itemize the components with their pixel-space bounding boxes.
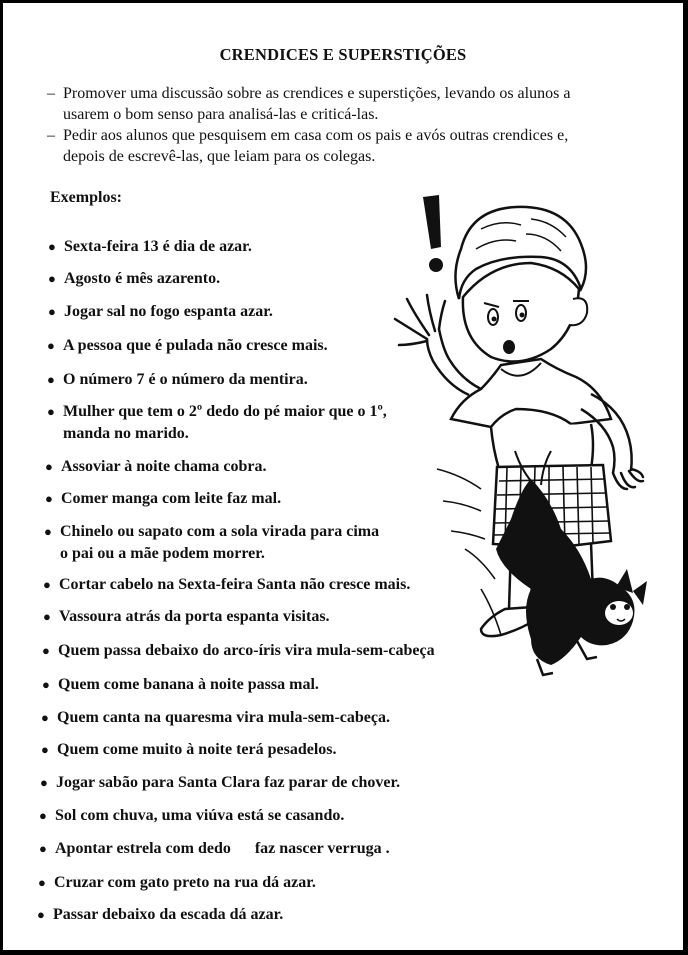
example-text: Cortar cabelo na Sexta-feira Santa não cresce mais. [59, 576, 411, 593]
example-text: Mulher que tem o 2º dedo do pé maior que o 1º, [63, 403, 387, 420]
bullet-icon: ● [48, 239, 56, 254]
example-item [47, 335, 328, 357]
example-text: Comer manga com leite faz mal. [61, 490, 282, 507]
example-item [43, 606, 330, 628]
example-item [48, 301, 273, 323]
bullet-icon: ● [44, 524, 52, 539]
dash-marker: – [47, 85, 55, 102]
example-item [45, 456, 267, 478]
example-text: Vassoura atrás da porta espanta visitas. [59, 608, 330, 625]
example-text: Quem passa debaixo do arco-íris vira mula-sem-cabeça [58, 642, 435, 659]
intro-line: Promover uma discussão sobre as crendices e superstições, levando os alunos a [63, 85, 571, 102]
example-text: Quem come muito à noite terá pesadelos. [57, 741, 337, 758]
page-title: CRENDICES E SUPERSTIÇÕES [219, 45, 467, 64]
bullet-icon: ● [39, 808, 47, 823]
example-text: O número 7 é o número da mentira. [63, 371, 308, 388]
example-text: Assoviar à noite chama cobra. [61, 458, 267, 475]
example-item [44, 521, 380, 565]
worksheet-page [3, 3, 683, 950]
example-item [41, 739, 337, 761]
dash-marker: – [47, 127, 55, 144]
example-item [39, 805, 345, 827]
bullet-icon: ● [40, 775, 48, 790]
example-item [48, 268, 221, 290]
example-item [40, 772, 401, 794]
example-text: Jogar sabão para Santa Clara faz parar de chover. [56, 774, 401, 791]
example-text: Agosto é mês azarento. [64, 270, 221, 287]
bullet-icon: ● [45, 459, 53, 474]
bullet-icon: ● [48, 271, 56, 286]
example-item [39, 838, 390, 860]
bullet-icon: ● [37, 907, 45, 922]
example-text: Sexta-feira 13 é dia de azar. [64, 238, 252, 255]
bullet-icon: ● [42, 677, 50, 692]
example-item [47, 369, 308, 391]
example-text: manda no marido. [63, 425, 189, 442]
bullet-icon: ● [47, 404, 55, 419]
bullet-icon: ● [45, 491, 53, 506]
example-text: Passar debaixo da escada dá azar. [53, 906, 284, 923]
intro-line: Pedir aos alunos que pesquisem em casa com os pais e avós outras crendices e, [63, 127, 569, 144]
example-item [41, 707, 390, 729]
example-item [48, 236, 252, 258]
example-item [42, 674, 319, 696]
example-text: Cruzar com gato preto na rua dá azar. [54, 874, 316, 891]
example-item [45, 488, 282, 510]
example-item [38, 872, 316, 894]
examples-label: Exemplos: [50, 189, 122, 206]
example-text: Quem come banana à noite passa mal. [58, 676, 319, 693]
example-text: o pai ou a mãe podem morrer. [60, 545, 265, 562]
example-text: Chinelo ou sapato com a sola virada para cima [60, 523, 380, 540]
bullet-icon: ● [43, 577, 51, 592]
example-text: Jogar sal no fogo espanta azar. [64, 303, 273, 320]
bullet-icon: ● [41, 742, 49, 757]
example-text: Sol com chuva, uma viúva está se casando. [55, 807, 345, 824]
bullet-icon: ● [47, 372, 55, 387]
example-text: Apontar estrela com dedo faz nascer verruga . [55, 840, 390, 857]
example-text: Quem canta na quaresma vira mula-sem-cabeça. [57, 709, 390, 726]
intro-line: usarem o bom senso para analisá-las e criticá-las. [63, 106, 379, 123]
bullet-icon: ● [42, 643, 50, 658]
bullet-icon: ● [41, 710, 49, 725]
bullet-icon: ● [39, 841, 47, 856]
example-item [42, 640, 435, 662]
example-item [43, 574, 411, 596]
example-text: A pessoa que é pulada não cresce mais. [63, 337, 328, 354]
example-item [37, 904, 284, 926]
example-item [47, 401, 387, 445]
bullet-icon: ● [48, 304, 56, 319]
exclamation-icon [423, 195, 443, 272]
bullet-icon: ● [47, 338, 55, 353]
bullet-icon: ● [38, 875, 46, 890]
bullet-icon: ● [43, 609, 51, 624]
intro-line: depois de escrevê-las, que leiam para os colegas. [63, 148, 376, 165]
boy-and-black-cat-illustration [381, 189, 651, 679]
